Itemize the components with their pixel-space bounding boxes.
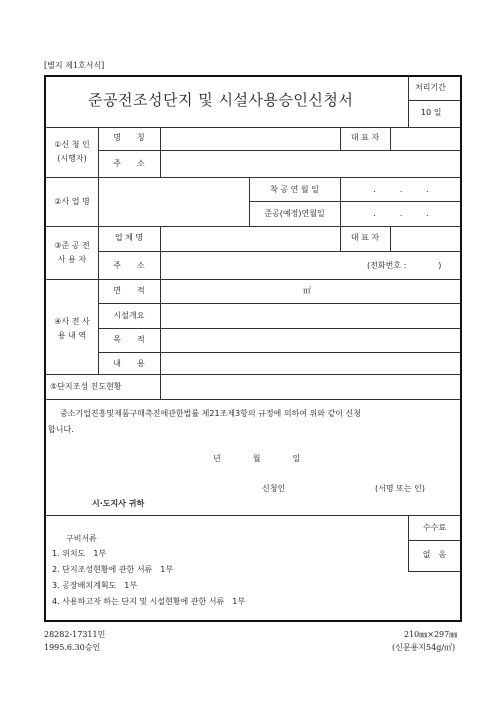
declaration-text-continued: 합니다. (48, 425, 74, 434)
application-date[interactable]: 년 월 일 (213, 454, 301, 463)
documents-heading: 구비서류 (66, 534, 97, 543)
area-label: 면 적 (113, 286, 145, 295)
signature-field[interactable]: (서명 또는 인) (375, 484, 425, 493)
form-label: [별지 제1호서식] (44, 61, 105, 70)
purpose-label: 목 적 (113, 335, 145, 344)
user-address-field[interactable] (162, 254, 362, 277)
border-top (44, 75, 462, 77)
paper-size: 210㎜×297㎜ (404, 630, 458, 639)
form-title: 준공전조성단지 및 시설사용승인신청서 (88, 91, 354, 109)
applicant-name-field[interactable] (162, 129, 338, 148)
user-address-label: 주 소 (113, 261, 145, 270)
document-item: 2. 단지조성현황에 관한 서류 1부 (52, 565, 174, 574)
applicant-rep-label: 대 표 자 (350, 133, 380, 142)
processing-period-value: 10 일 (421, 108, 442, 117)
document-item: 4. 사용하고자 하는 단지 및 시설현황에 관한 서류 1부 (52, 597, 246, 606)
fee-value: 없 음 (422, 550, 447, 559)
paper-type: (신문용지54g/㎡) (392, 643, 456, 652)
usage-section-sublabel: 용 내 역 (57, 331, 87, 340)
addressee: 시·도지사 귀하 (92, 499, 145, 508)
facility-label: 시설개요 (113, 311, 145, 320)
purpose-field[interactable] (162, 330, 458, 350)
facility-field[interactable] (162, 306, 458, 326)
applicant-section-sublabel: (시행자) (57, 154, 87, 163)
content-label: 내 용 (113, 359, 145, 368)
processing-period-label: 처리기간 (415, 83, 446, 92)
applicant-rep-field[interactable] (392, 129, 458, 148)
applicant-name-label: 명 칭 (113, 133, 145, 142)
content-field[interactable] (162, 354, 458, 372)
area-unit: ㎡ (303, 286, 311, 295)
user-rep-field[interactable] (392, 228, 458, 249)
document-item: 3. 공장배치계획도 1부 (52, 581, 138, 590)
document-item: 1. 위치도 1부 (52, 549, 107, 558)
form-code: 28282-17311민 (44, 630, 106, 639)
start-date-field[interactable]: . . . (373, 185, 429, 194)
completion-date-field[interactable]: . . . (373, 209, 429, 218)
user-phone-label: (전화번호 : ) (367, 261, 442, 270)
applicant-section-label: ①신 청 인 (54, 140, 90, 149)
user-company-field[interactable] (162, 228, 338, 249)
border-bottom (44, 620, 462, 622)
area-field[interactable] (162, 281, 458, 301)
applicant-address-field[interactable] (162, 153, 458, 175)
border-left (44, 75, 46, 621)
user-section-label: ③준 공 전 (54, 241, 90, 250)
start-date-label: 착 공 연 월 일 (270, 185, 319, 194)
border-right (460, 75, 462, 621)
project-section-label: ②사 업 명 (54, 197, 90, 206)
usage-section-label: ④사 전 사 (54, 317, 90, 326)
project-name-field[interactable] (100, 179, 248, 225)
progress-field[interactable] (162, 376, 458, 397)
declaration-text: 중소기업진흥및제품구매촉진에관한법률 제21조제3항의 규정에 의하여 위와 같이 신청 (60, 409, 362, 418)
fee-label: 수수료 (422, 523, 447, 532)
signer-label: 신청인 (262, 484, 286, 493)
user-company-label: 업 체 명 (114, 233, 144, 242)
completion-date-label: 준공(예정)연월일 (264, 209, 325, 218)
approval-date: 1995.6.30승인 (44, 643, 101, 652)
applicant-address-label: 주 소 (113, 159, 145, 168)
user-section-sublabel: 사 용 자 (57, 255, 87, 264)
user-rep-label: 대 표 자 (350, 233, 380, 242)
progress-label: ⑤단지조성 진도현황 (50, 382, 122, 391)
